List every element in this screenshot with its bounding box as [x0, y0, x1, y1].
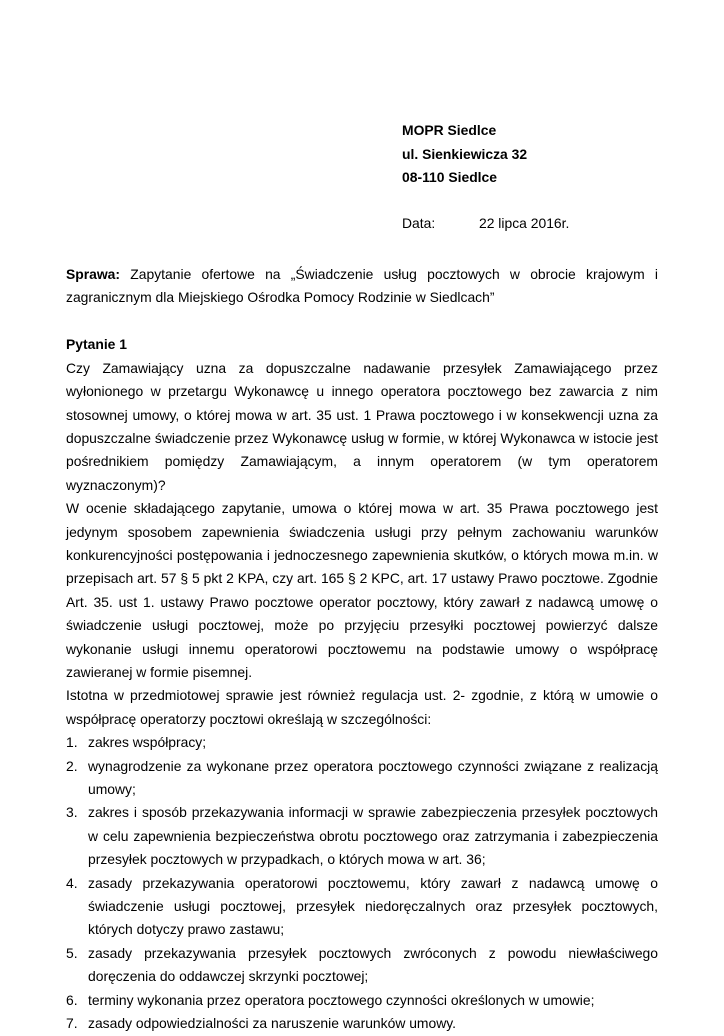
list-item	[66, 731, 658, 754]
list-item-number: 6.	[66, 991, 78, 1008]
list-item-number: 1.	[66, 734, 78, 751]
conditions-list	[66, 731, 658, 1035]
list-item-text: wynagrodzenie za wykonane przez operatora pocztowego czynności związane z realizacją umowy;	[88, 757, 658, 798]
document-date	[402, 212, 570, 236]
address-line-2: ul. Sienkiewicza 32	[402, 145, 528, 162]
question-heading: Pytanie 1	[66, 336, 127, 353]
subject-text: Zapytanie ofertowe na „Świadczenie usług pocztowych w obrocie krajowym i zagranicznym dla Miejskiego Ośrodka Pomocy Rodzinie w Siedlcach”	[66, 266, 658, 306]
answer-paragraph-2: Istotna w przedmiotowej sprawie jest również regulacja ust. 2- zgodnie, z którą w umowie o współpracę operatorzy pocztowi określają w szczególności:	[66, 687, 658, 727]
list-item-number: 2.	[66, 757, 78, 774]
list-item-number: 3.	[66, 804, 78, 821]
answer-paragraph-1: W ocenie składającego zapytanie, umowa o której mowa w art. 35 Prawa pocztowego jest jedynym sposobem zapewnienia świadczenia usługi przy pełnym zachowaniu warunków konkurencyjności postępowania i jednoczesnego zapewnienia skutków, o których mowa m.in. w przepisach art. 57 § 5 pkt 2 KPA, czy art. 165 § 2 KPC, art. 17 ustawy Prawo pocztowe. Zgodnie Art. 35. ust 1. ustawy Prawo pocztowe operator pocztowy, który zawarł z nadawcą umowę o świadczenie usługi pocztowej, może po przyjęciu przesyłki pocztowej powierzyć dalsze wykonanie usługi innemu operatorowi pocztowemu na podstawie umowy o współpracę zawieranej w formie pisemnej.	[66, 500, 658, 680]
list-item-text: terminy wykonania przez operatora pocztowego czynności określonych w umowie;	[88, 991, 595, 1008]
date-value: 22 lipca 2016r.	[479, 215, 570, 231]
list-item-text: zasady przekazywania operatorowi pocztowemu, który zawarł z nadawcą umowę o świadczenie usługi pocztowej, przesyłek niedoręczalnych oraz przesyłek pocztowych, których dotyczy prawo zastawu;	[88, 874, 658, 938]
list-item-text: zakres współpracy;	[88, 734, 207, 751]
document-body	[66, 263, 658, 1036]
address-line-3: 08-110 Siedlce	[402, 169, 497, 185]
list-item	[66, 872, 658, 942]
recipient-address	[402, 119, 527, 190]
list-item-number: 5.	[66, 944, 78, 961]
list-item-text: zasady przekazywania przesyłek pocztowych zwróconych z powodu niewłaściwego doręczenia do oddawczej skrzynki pocztowej;	[88, 944, 658, 985]
question-text: Czy Zamawiający uzna za dopuszczalne nadawanie przesyłek Zamawiającego przez wyłonionego w przetargu Wykonawcę u innego operatora pocztowego bez zawarcia z nim stosownej umowy, o której mowa w art. 35 ust. 1 Prawa pocztowego i w konsekwencji uzna za dopuszczalne świadczenie przez Wykonawcę usług w formie, w której Wykonawca w istocie jest pośrednikiem pomiędzy Zamawiającym, a innym operatorem (w tym operatorem wyznaczonym)?	[66, 359, 658, 493]
list-item-text: zasady odpowiedzialności za naruszenie warunków umowy.	[88, 1015, 457, 1032]
address-line-1: MOPR Siedlce	[402, 122, 497, 138]
date-label: Data:	[402, 215, 436, 231]
subject-paragraph	[66, 263, 658, 310]
list-item-text: zakres i sposób przekazywania informacji w sprawie zabezpieczenia przesyłek pocztowych w celu zapewnienia bezpieczeństwa obrotu pocztowego oraz zatrzymania i zabezpieczenia przesyłek pocztowych w przypadkach, o których mowa w art. 36;	[88, 804, 658, 868]
list-item-number: 4.	[66, 874, 78, 891]
list-item	[66, 801, 658, 871]
subject-label: Sprawa:	[66, 266, 121, 282]
list-item	[66, 989, 658, 1012]
list-item	[66, 942, 658, 989]
list-item-number: 7.	[66, 1015, 78, 1032]
list-item	[66, 755, 658, 802]
